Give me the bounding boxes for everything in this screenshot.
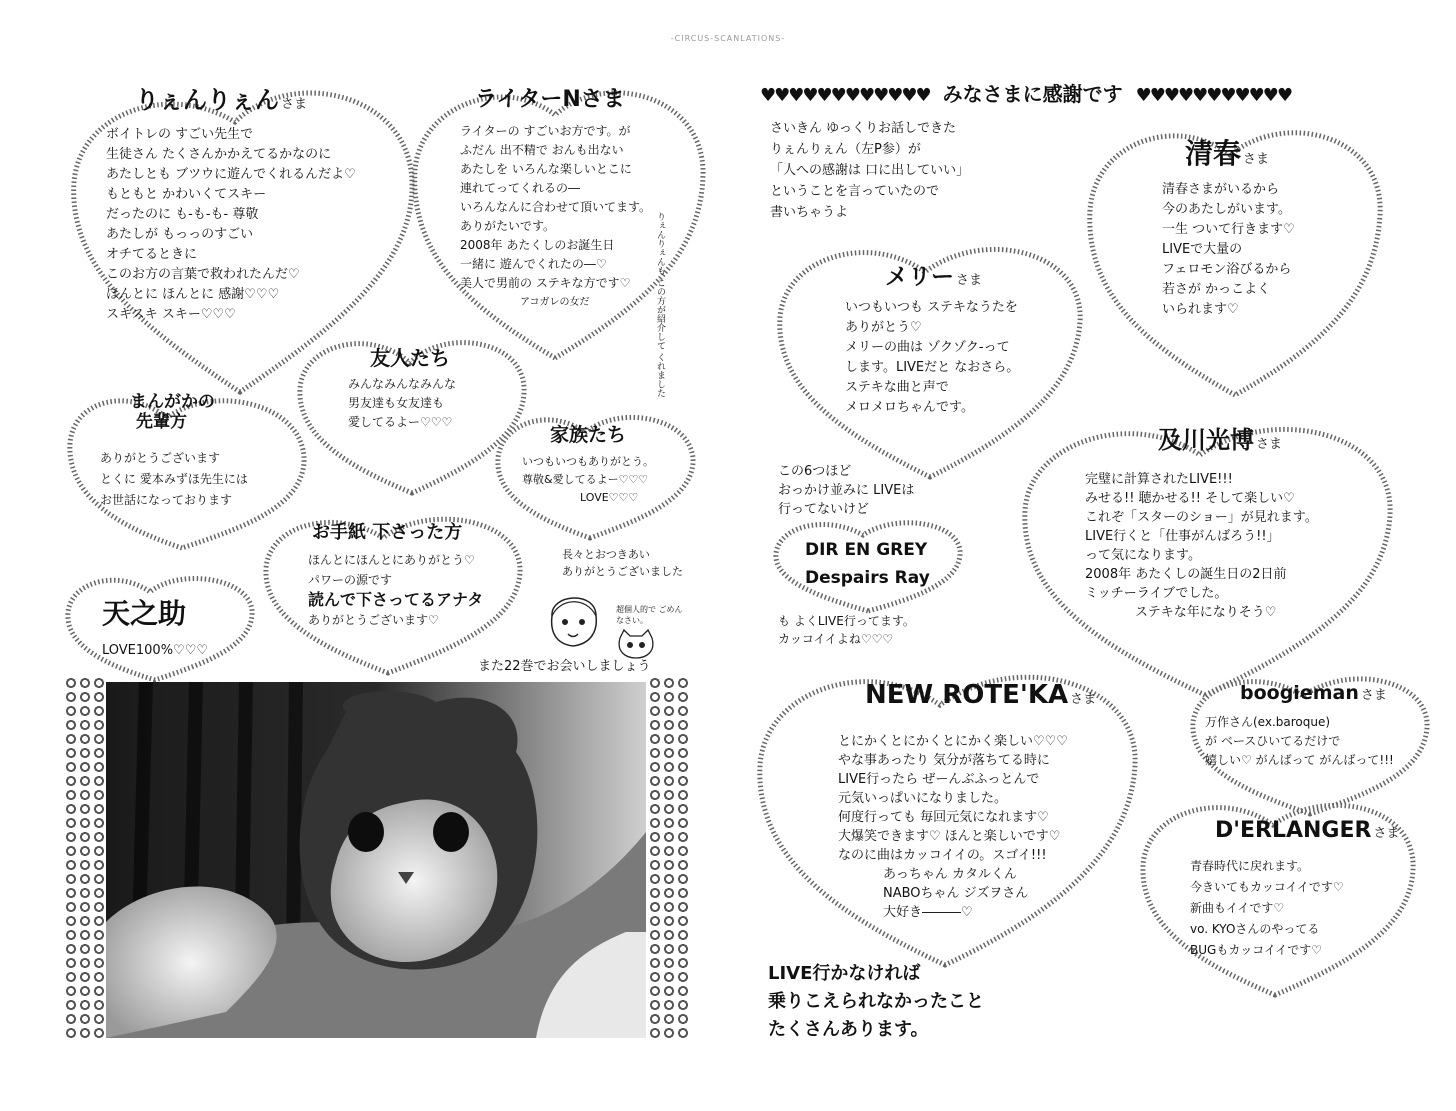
message-line: なのに曲はカッコイイの。スゴイ!!! (838, 848, 1047, 863)
friends-message (348, 375, 456, 432)
writer-title: ライターNさま (475, 87, 625, 112)
message-line: ステキな曲と声で (845, 380, 949, 395)
message-line: これぞ「スターのショー」が見れます。 (1085, 510, 1318, 525)
band-despairs-ray: Despairs Ray (805, 568, 930, 588)
boogieman-title (1240, 682, 1387, 704)
message-line: メロメロちゃんです。 (845, 400, 974, 415)
message-line: BUGもカッコイイです♡ (1190, 943, 1322, 957)
message-line: あたしとも ブツウに遊んでくれるんだよ♡ (106, 167, 356, 182)
writer-message (460, 122, 651, 312)
roteka-message (838, 732, 1068, 922)
message-line: 嬉しい♡ がんばって がんばって!!! (1205, 753, 1394, 767)
note-line: 長々とおつきあい (562, 548, 650, 561)
message-line: します。LIVEだと なおさら。 (845, 360, 1020, 375)
message-line: ステキな年になりそう♡ (1135, 605, 1277, 620)
intro-message (770, 118, 969, 223)
message-line: 今きいてもカッコイイです♡ (1190, 880, 1344, 894)
roteka-title-text: NEW ROTE'KA (865, 680, 1069, 710)
message-line: スキスキ スキー♡♡♡ (106, 307, 236, 322)
message-line: あたしを いろんな楽しいとこに (460, 162, 632, 176)
lace-border-right (648, 676, 690, 1042)
oikawa-title-text: 及川光博 (1158, 426, 1254, 454)
sama-suffix: さま (1373, 826, 1400, 841)
sama-suffix: さま (1070, 692, 1097, 707)
sama-suffix: さま (1243, 152, 1270, 167)
boogieman-message (1205, 713, 1394, 770)
letters-title: お手紙 下さった方 (312, 522, 463, 543)
family-message (522, 453, 654, 507)
message-line: カッコイイよね♡♡♡ (778, 632, 894, 646)
scanlation-credit: -CIRCUS-SCANLATIONS- (670, 34, 786, 43)
message-line: 大好き―――♡ (883, 905, 973, 920)
message-line: 一緒に 遊んでくれたの―♡ (460, 257, 607, 271)
merry-title-text: メリー (885, 264, 954, 290)
message-line: アコガレの女だ (520, 297, 590, 308)
message-line: ふだん 出不精で おんも出ない (460, 143, 624, 157)
derlanger-title-text: D'ERLANGER (1215, 818, 1372, 843)
message-line: 乗りこえられなかったこと (768, 991, 984, 1012)
message-line: ライターの すごいお方です。が (460, 124, 631, 138)
message-line: が ベースひいてるだけで (1205, 734, 1341, 748)
message-line: みんなみんなみんな (348, 377, 457, 391)
ririn-title-text: りぇんりぇん (135, 86, 279, 114)
message-line: 完璧に計算されたLIVE!!! (1085, 472, 1233, 487)
message-line: 万作さん(ex.baroque) (1205, 715, 1331, 729)
note-small-text: 超個人的で ごめんなさい。 (616, 605, 683, 625)
message-line: いられます♡ (1162, 302, 1239, 317)
message-line: ほんとに ほんとに 感謝♡♡♡ (106, 287, 280, 302)
message-line: いつもいつも ステキなうたを (845, 300, 1018, 315)
ririn-message (106, 125, 356, 325)
cat-photo-frame (64, 676, 690, 1042)
message-line: とくに 愛本みずほ先生には (100, 472, 248, 486)
message-line: メリーの曲は ゾクゾク-って (845, 340, 1010, 355)
six-bands-after (778, 612, 915, 648)
message-line: やな事あったり 気分が落ちてる時に (838, 753, 1050, 768)
message-line: 愛してるよー♡♡♡ (348, 415, 453, 429)
sama-suffix: さま (1360, 688, 1387, 703)
message-line: 清春さまがいるから (1162, 182, 1280, 197)
message-line: さいきん ゆっくりお話しできた (770, 121, 957, 136)
message-line: ボイトレの すごい先生で (106, 127, 254, 142)
merry-title (885, 258, 982, 291)
message-line: 美人で男前の ステキな方です♡ (460, 276, 631, 290)
message-line: LOVE♡♡♡ (580, 491, 639, 504)
message-line: とにかくとにかくとにかく楽しい♡♡♡ (838, 734, 1068, 749)
message-line: ありがとう♡ (845, 320, 922, 335)
cat-photo (106, 682, 646, 1038)
boogieman-title-text: boogieman (1240, 682, 1359, 704)
message-line: オチてるときに (106, 247, 198, 262)
message-line: パワーの源です (308, 573, 393, 587)
message-line: ということを言っていたので (770, 184, 940, 199)
message-line: りぇんりぇん（左P参）が (770, 142, 921, 157)
message-line: LIVE行くと「仕事がんばろう!!」 (1085, 529, 1280, 544)
message-line: あっちゃん カタルくん (883, 867, 1018, 882)
note-line: ありがとうございました (562, 565, 683, 578)
message-line: 新曲もイイです♡ (1190, 901, 1285, 915)
derlanger-message (1190, 856, 1344, 961)
message-line: 何度行っても 毎回元気になれます♡ (838, 810, 1049, 825)
ririn-title (135, 80, 307, 115)
mangaka-message (100, 448, 248, 511)
heart-dir-en-grey (768, 515, 968, 615)
sama-suffix: さま (281, 97, 308, 112)
mangaka-title-line: 先輩方 (136, 412, 187, 432)
message-line: いろんなんに合わせて頂いてます。 (460, 200, 652, 214)
message-line: このお方の言葉で救われたんだ♡ (106, 267, 300, 282)
friends-title: 友人たち (370, 346, 450, 370)
hearts-row-left: ♥♥♥♥♥♥♥♥♥♥♥♥ (760, 85, 930, 106)
message-line: LIVEで大量の (1162, 242, 1243, 257)
message-line: 尊敬&愛してるよー♡♡♡ (522, 473, 649, 486)
tennosuke-message: LOVE100%♡♡♡ (102, 643, 209, 658)
roteka-title (865, 680, 1096, 710)
message-line: って気になります。 (1085, 548, 1201, 563)
band-dir-en-grey: DIR EN GREY (805, 540, 928, 560)
derlanger-title (1215, 818, 1399, 843)
message-line: だったのに も-も-も- 尊敬 (106, 207, 259, 222)
family-title: 家族たち (550, 424, 627, 446)
message-line: 2008年 あたくしのお誕生日 (460, 238, 615, 252)
writer-vertical-note: りぇんりぇんも この方が紹介して くれました (655, 212, 665, 398)
hearts-row-right: ♥♥♥♥♥♥♥♥♥♥♥ (1135, 85, 1292, 106)
message-line: 書いちゃうよ (770, 205, 849, 220)
sama-suffix: さま (956, 273, 983, 288)
oikawa-message (1085, 470, 1318, 622)
message-line: LIVE行かなければ (768, 963, 921, 984)
message-line: ありがたいです。 (460, 219, 556, 233)
message-line: 読んで下さってるアナタ (308, 590, 484, 609)
thanks-banner (760, 78, 1291, 107)
seishun-message (1162, 180, 1295, 320)
heart-outline-icon (768, 515, 968, 615)
author-note-small (616, 604, 686, 626)
seishun-title-text: 清春 (1185, 137, 1242, 170)
message-line: みせる!! 聴かせる!! そして楽しい♡ (1085, 491, 1295, 506)
message-line: 若さが かっこよく (1162, 282, 1271, 297)
lace-border-left (64, 676, 106, 1042)
closing-message (768, 960, 984, 1044)
message-line: 今のあたしがいます。 (1162, 202, 1291, 217)
message-line: LIVE行ったら ぜーんぶふっとんで (838, 772, 1040, 787)
message-line: ミッチーライブでした。 (1085, 586, 1228, 601)
letters-message (308, 550, 483, 630)
mangaka-title-line: まんがかの (130, 392, 215, 412)
author-note (562, 546, 683, 580)
message-line: 「人への感謝は 口に出していい」 (770, 163, 970, 178)
oikawa-title (1158, 420, 1282, 455)
message-line: 連れてってくれるの― (460, 181, 581, 195)
message-line: NABOちゃん ジズヲさん (883, 886, 1029, 901)
message-line: お世話になっております (100, 493, 233, 507)
sama-suffix: さま (1256, 437, 1283, 452)
message-line: ありがとうございます (100, 451, 221, 465)
message-line: フェロモン浴びるから (1162, 262, 1292, 277)
message-line: 元気いっぱいになりました。 (838, 791, 1008, 806)
message-line: ありがとうございます♡ (308, 613, 439, 627)
six-bands-note (778, 462, 914, 519)
tennosuke-title: 天之助 (102, 597, 187, 630)
message-line: この6つほど (778, 464, 852, 479)
banner-text: みなさまに感謝です (942, 82, 1123, 106)
message-line: 一生 ついて行きます♡ (1162, 222, 1295, 237)
message-line: vo. KYOさんのやってる (1190, 922, 1320, 936)
message-line: も よくLIVE行ってます。 (778, 614, 915, 628)
message-line: もともと かわいくてスキー (106, 187, 267, 202)
message-line: あたしが もっっのすごい (106, 227, 254, 242)
message-line: 2008年 あたくしの誕生日の2日前 (1085, 567, 1287, 582)
message-line: 行ってないけど (778, 502, 870, 517)
author-self-portrait-icon (540, 586, 606, 652)
message-line: おっかけ並みに LIVEは (778, 483, 915, 498)
message-line: たくさんあります。 (768, 1019, 929, 1040)
merry-message (845, 298, 1019, 418)
message-line: 大爆笑できます♡ ほんと楽しいです♡ (838, 829, 1061, 844)
message-line: 青春時代に戻れます。 (1190, 859, 1310, 873)
message-line: ほんとにほんとにありがとう♡ (308, 553, 475, 567)
mangaka-title (130, 392, 215, 432)
author-closing: また22巻でお会いしましょう (478, 659, 651, 674)
seishun-title (1185, 132, 1269, 172)
message-line: 男友達も女友達も (348, 396, 445, 410)
message-line: 生徒さん たくさんかかえてるかなのに (106, 147, 332, 162)
message-line: いつもいつもありがとう。 (522, 455, 654, 468)
